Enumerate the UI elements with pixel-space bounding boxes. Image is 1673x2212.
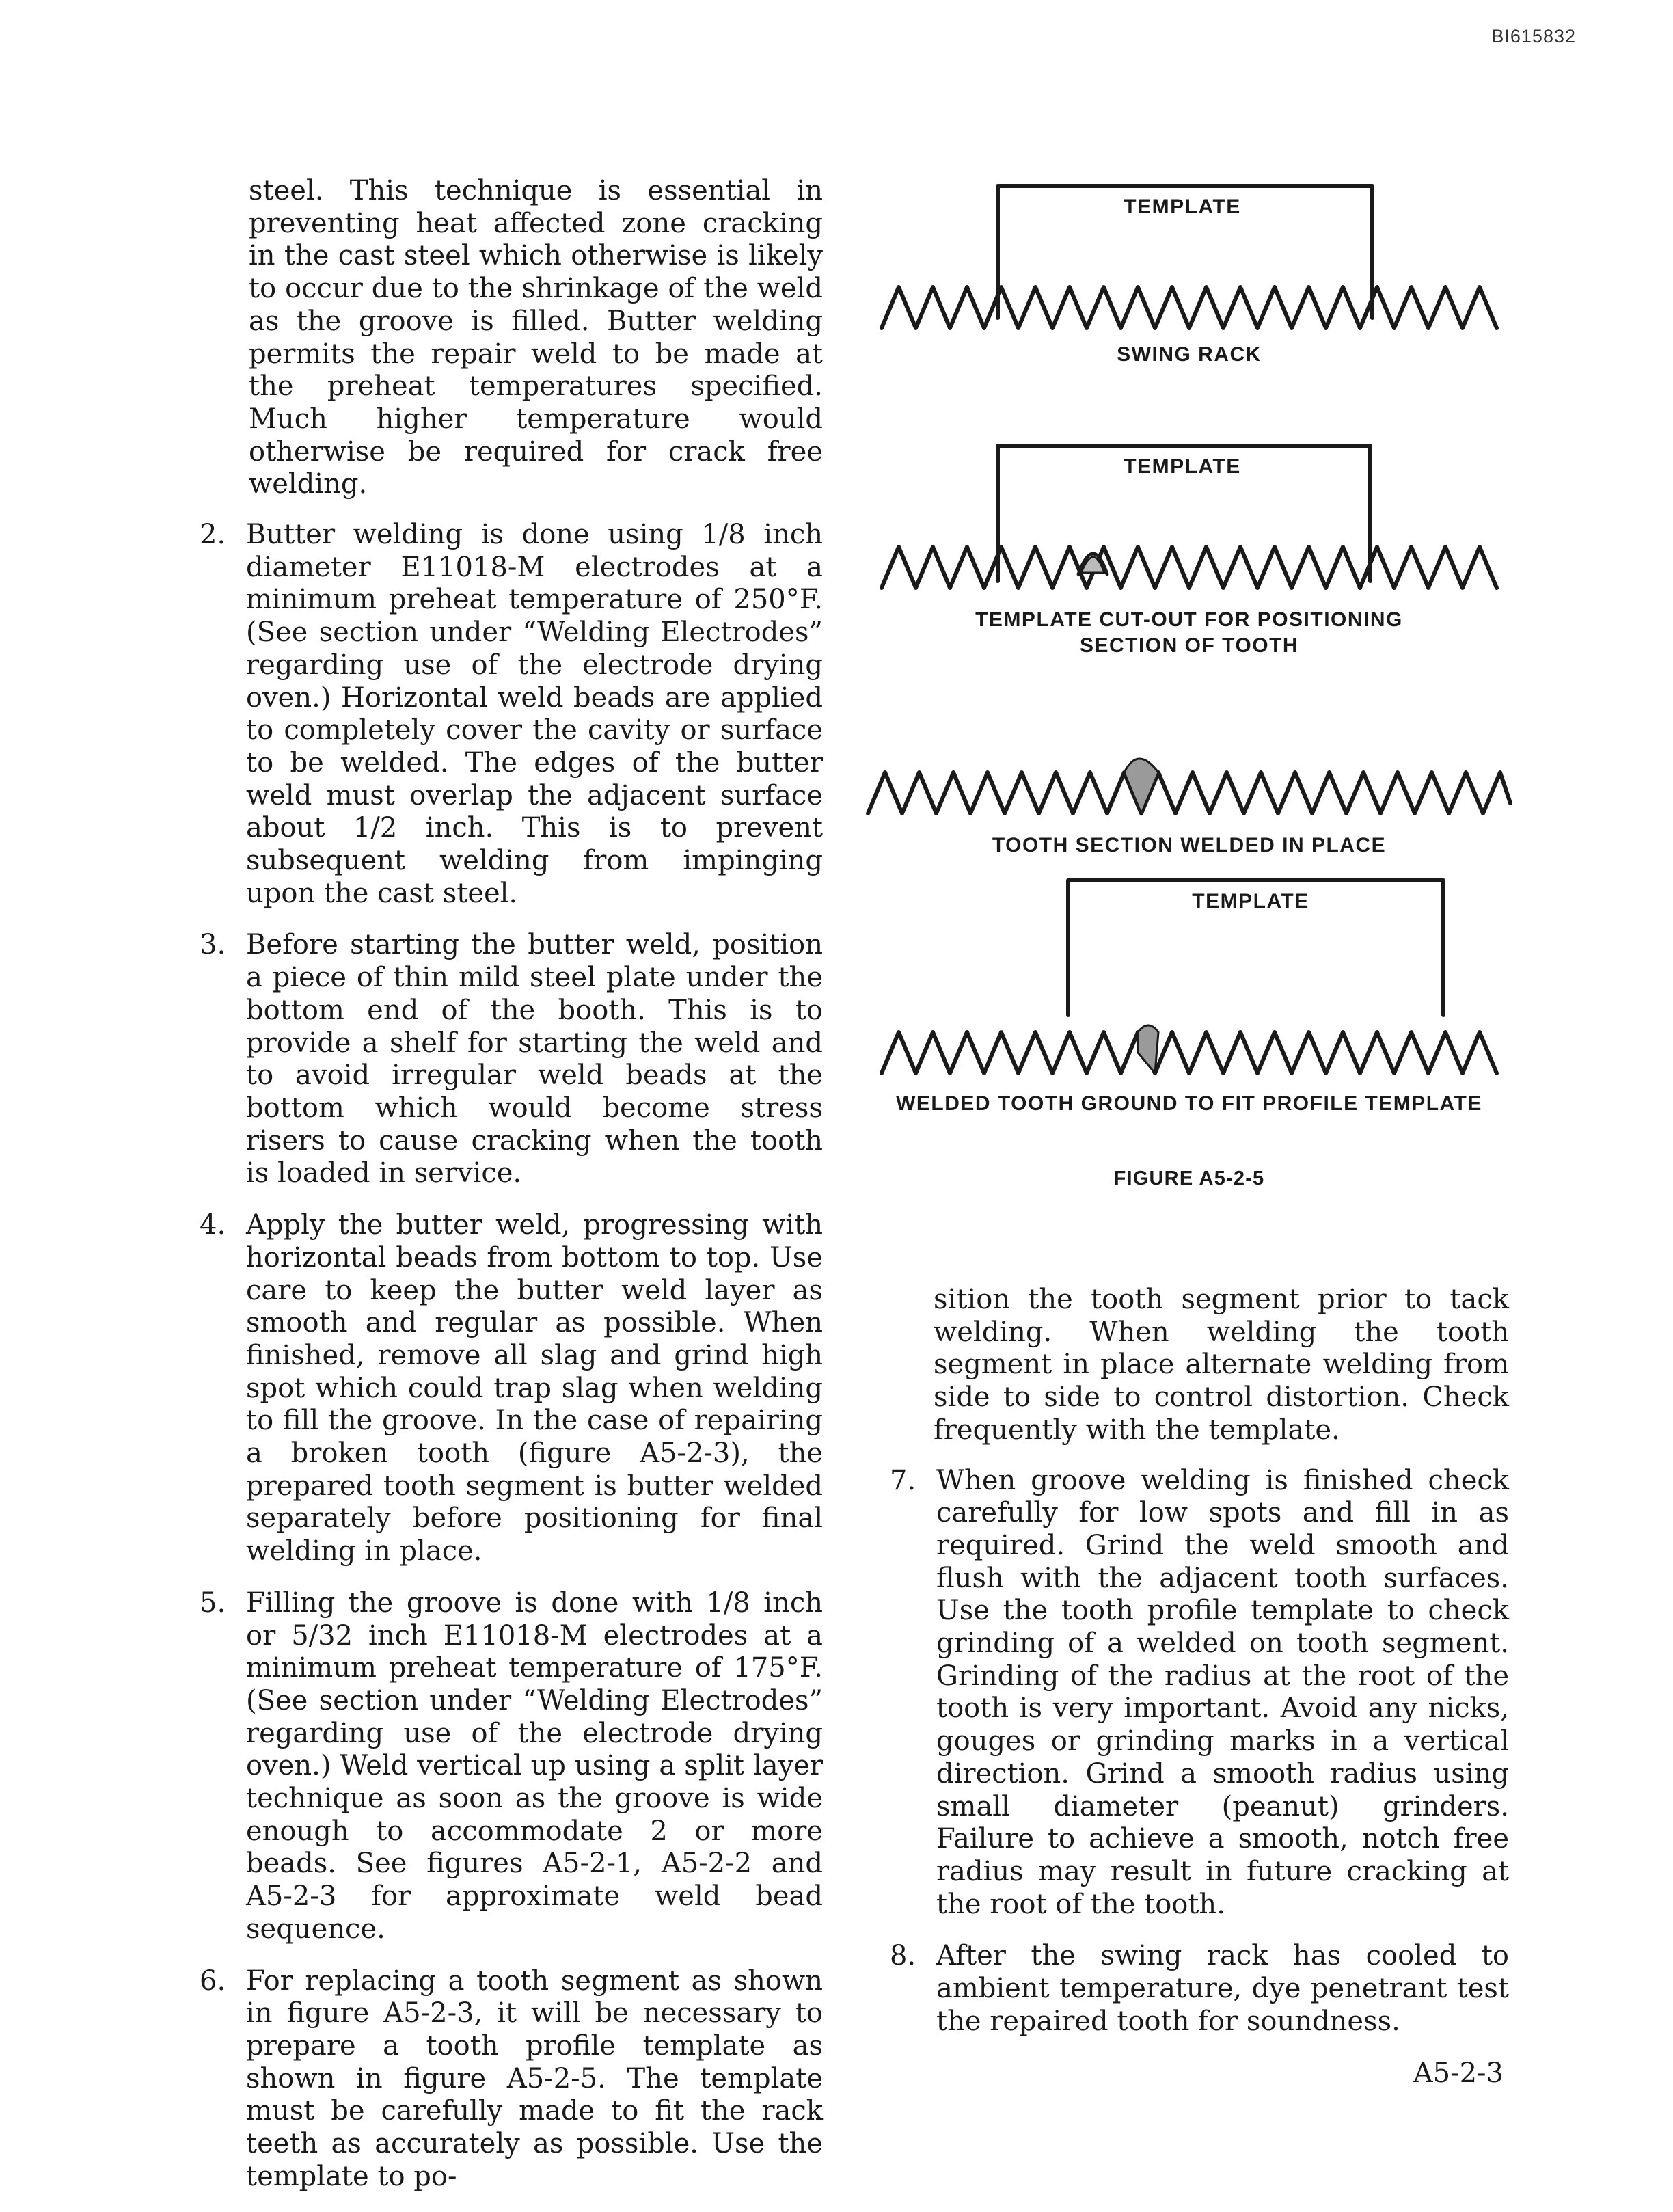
figure-caption: FIGURE A5-2-5 (1113, 1168, 1265, 1189)
item-text: Apply the butter weld, progressing with horizontal beads from bottom to top. Use care to keep the butter weld layer as smooth and regular as possible. When finished, remove all slag and grind high spot which could trap slag when welding to fill the groove. In the case of repairing a broken tooth (figure A5-2-3), the prepared tooth segment is butter welded separately before positioning for final welding in place. (246, 1209, 823, 1567)
ground-caption: WELDED TOOTH GROUND TO FIT PROFILE TEMPLATE (896, 1092, 1482, 1115)
item-number: 4. (200, 1209, 226, 1241)
list-item-5 (191, 1587, 823, 1946)
figure-a5-2-5 (861, 164, 1517, 1217)
list-item-8 (882, 1940, 1509, 2038)
document-id: BI615832 (1491, 26, 1576, 46)
item-number: 5. (200, 1587, 226, 1619)
cutout-caption-line2: SECTION OF TOOTH (1079, 634, 1299, 657)
swing-rack-caption: SWING RACK (1117, 343, 1262, 366)
item-text: After the swing rack has cooled to ambient temperature, dye penetrant test the repaired tooth for soundness. (936, 1940, 1509, 2037)
right-column (882, 1284, 1509, 2057)
template-label-1: TEMPLATE (1124, 195, 1241, 218)
weld-bead-3 (1124, 759, 1158, 813)
list-item-4 (191, 1209, 823, 1568)
welded-caption: TOOTH SECTION WELDED IN PLACE (992, 834, 1387, 857)
rack-teeth-3 (868, 772, 1510, 813)
list-item-6 (191, 1965, 823, 2194)
page-number: A5-2-3 (1413, 2058, 1504, 2089)
template-label-2: TEMPLATE (1124, 455, 1241, 478)
rack-teeth-4 (882, 1032, 1497, 1073)
continuation-paragraph: steel. This technique is essential in preventing heat affected zone cracking in the cast steel which otherwise is likely to occur due to the shrinkage of the weld as the groove is filled. Butter welding permits the repair weld to be made at the preheat temperatures specified. Much higher temperature would otherwise be required for crack free welding. (249, 175, 823, 500)
list-item-7 (882, 1465, 1509, 1921)
continuation-paragraph: sition the tooth segment prior to tack welding. When welding the tooth segment in place alternate welding from side to side to control distortion. Check frequently with the template. (934, 1284, 1509, 1446)
cutout-caption-line1: TEMPLATE CUT-OUT FOR POSITIONING (975, 608, 1403, 631)
template-label-4: TEMPLATE (1192, 890, 1309, 913)
item-number: 3. (200, 929, 226, 961)
weld-bead-4 (1138, 1025, 1158, 1073)
item-number: 8. (890, 1940, 916, 1972)
rack-teeth-2 (882, 547, 1497, 588)
item-text: Butter welding is done using 1/8 inch diameter E11018-M electrodes at a minimum preheat temperature of 250°F. (See section under “Welding Electrodes” regarding use of the electrode drying oven.) Horizontal weld beads are applied to completely cover the cavity or surface to be welded. The edges of the butter weld must overlap the adjacent surface about 1/2 inch. This is to prevent subsequent welding from impinging upon the cast steel. (246, 519, 823, 909)
left-column (191, 175, 823, 2212)
item-number: 6. (200, 1965, 226, 1997)
tooth-profile-diagram (861, 164, 1517, 1217)
item-text: For replacing a tooth segment as shown in figure A5-2-3, it will be necessary to prepare a tooth profile template as shown in figure A5-2-5. The template must be carefully made to fit the rack teeth as accurately as possible. Use the template to po- (246, 1965, 823, 2192)
item-text: Filling the groove is done with 1/8 inch or 5/32 inch E11018-M electrodes at a minimum preheat temperature of 175°F. (See section under “Welding Electrodes” regarding use of the electrode drying oven.) Weld vertical up using a split layer technique as soon as the groove is wide enough to accommodate 2 or more beads. See figures A5-2-1, A5-2-2 and A5-2-3 for approximate weld bead sequence. (246, 1587, 823, 1945)
item-number: 2. (200, 519, 226, 551)
item-text: Before starting the butter weld, position a piece of thin mild steel plate under the bottom end of the booth. This is to provide a shelf for starting the weld and to avoid irregular weld beads at the bottom which would become stress risers to cause cracking when the tooth is loaded in service. (246, 929, 823, 1189)
swing-rack-teeth (882, 287, 1497, 328)
list-item-2 (191, 519, 823, 910)
item-number: 7. (890, 1464, 916, 1496)
item-text: When groove welding is finished check carefully for low spots and fill in as required. Grind the weld smooth and flush with the adjacent tooth surfaces. Use the tooth profile template to check grinding of a welded on tooth segment. Grinding of the radius at the root of the tooth is very important. Avoid any nicks, gouges or grinding marks in a vertical direction. Grind a smooth radius using small diameter (peanut) grinders. Failure to achieve a smooth, notch free radius may result in future cracking at the root of the tooth. (936, 1464, 1509, 1920)
list-item-3 (191, 929, 823, 1190)
